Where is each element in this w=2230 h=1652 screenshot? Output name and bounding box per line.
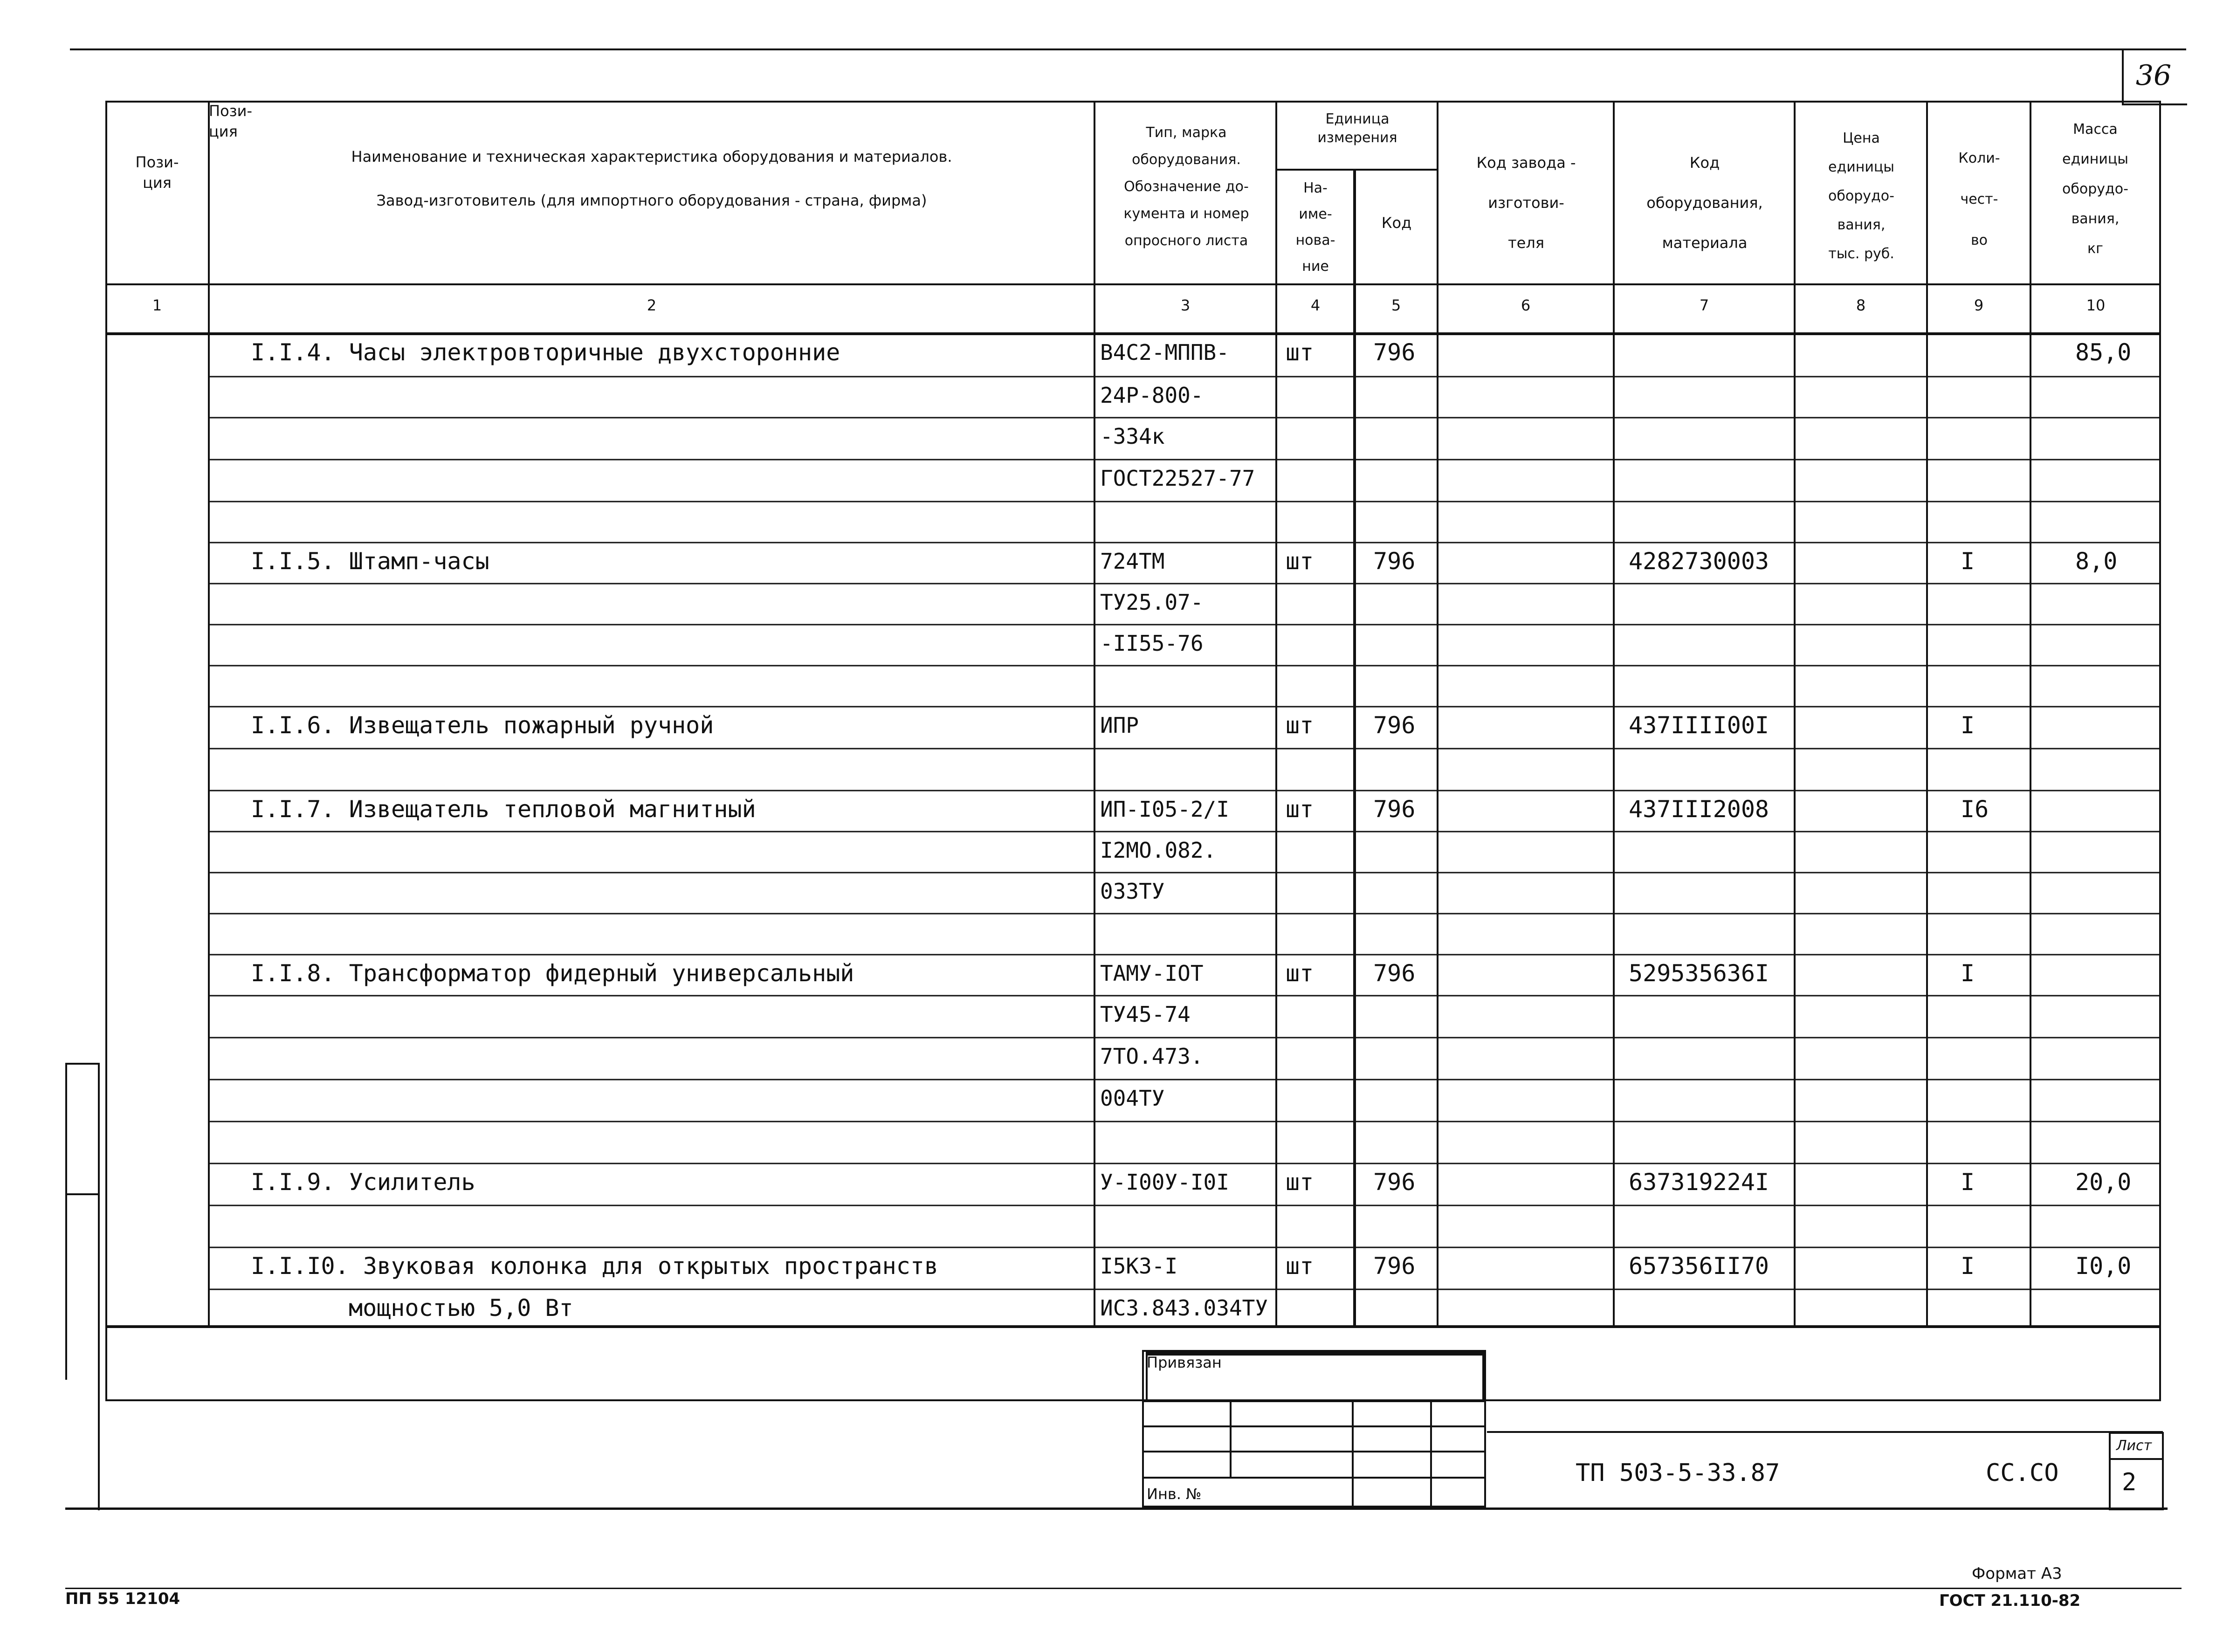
colnum-1: 1 <box>152 296 162 314</box>
cell-name: I.I.9. Усилитель <box>251 1169 475 1196</box>
binding-line-1 <box>65 1063 67 1380</box>
cell-qty: I <box>1961 1169 1975 1196</box>
header-col7: Код оборудования, материала <box>1646 154 1763 252</box>
cell-type: I2МО.082. <box>1100 838 1217 863</box>
cell-code: 796 <box>1373 339 1416 366</box>
colnum-9: 9 <box>1974 296 1984 314</box>
cell-mass: I0,0 <box>2075 1253 2132 1280</box>
cell-code: 796 <box>1373 1253 1416 1280</box>
binding-line-2 <box>98 1063 100 1510</box>
doc-code: ТП 503-5-33.87 <box>1576 1459 1780 1487</box>
cell-name: I.I.7. Извещатель тепловой магнитный <box>251 796 756 823</box>
colnum-5: 5 <box>1391 296 1401 314</box>
footer-format: Формат А3 <box>1972 1564 2062 1583</box>
cell-type: ТУ25.07- <box>1100 590 1204 615</box>
colnum-6: 6 <box>1521 296 1531 314</box>
cell-name: мощностью 5,0 Вт <box>349 1294 573 1322</box>
cell-type: 033ТУ <box>1100 879 1165 904</box>
cell-mass: 85,0 <box>2075 339 2132 366</box>
cell-type: 24Р-800- <box>1100 383 1204 408</box>
cell-type: ИС3.843.034ТУ <box>1100 1295 1268 1321</box>
cell-qty: I <box>1961 960 1975 987</box>
bottom-border-line <box>65 1507 2168 1510</box>
cell-type: ТАМУ-IOТ <box>1100 961 1204 986</box>
colnum-7: 7 <box>1699 296 1709 314</box>
binding-line-3 <box>65 1063 100 1065</box>
cell-mass: 20,0 <box>2075 1169 2132 1196</box>
cell-equip-code: 437IIII00I <box>1629 712 1769 739</box>
page-number: 36 <box>2135 59 2172 92</box>
cell-code: 796 <box>1373 548 1416 575</box>
stamp-grid <box>105 101 2161 1401</box>
page-number-box-left <box>2122 48 2124 104</box>
header-col3: Тип, марка оборудования. Обозначение до- кумента и номер опросного листа <box>1123 124 1249 249</box>
cell-qty: I <box>1961 1253 1975 1280</box>
header-col5: Код <box>1381 214 1412 232</box>
spec-table: Пози- ция Пози- ция Наименование и техническая характеристика оборудования и материалов. Завод-изготовитель (для импортного оборудования - страна, фирма) Тип, марка оборудования. Обозначение до- кумента и номер опросного листа Единица измерения На- име- нова- ние Код Код завода - изготови- теля Код оборудования, материала Цена единицы оборудо- вания, тыс. руб. Коли- чест- во Масса единицы оборудо- вания, кг 1 2 3 4 5 6 7 8 9 10 I.I.4. Часы электровторичные двухсторонние В4С2-МППВ- шт 796 85,0 24Р-800- -334к ГОСТ22527-77 I.I.5. Штамп-часы 724ТМ шт 796 4282730003 I 8,0 ТУ25.07- -II55-76 I.I.6. Извещатель пожарный ручной ИПР шт 796 437IIII00I I I.I.7. Извещатель тепловой магнитный ИП-I05-2/I шт 796 437III2008 I6 I2МО.082. 033ТУ I.I.8. Трансформатор фидерный универсальный ТАМУ-IOТ шт 796 529535636I I ТУ45-74 7ТО.473. 004ТУ I.I.9. Усилитель У-I00У-I0I шт 796 637319224I I 20,0 I.I.I0. Звуковая колонка для открытых пространств I5К3-I шт 796 657356II70 I I0,0 мощностью 5,0 Вт ИС3.843.034ТУ <box>105 101 2161 1401</box>
stamp-privyazan: Привязан <box>1147 1354 1222 1371</box>
cell-equip-code: 657356II70 <box>1629 1253 1769 1280</box>
header-col2-line1: Наименование и техническая характеристика оборудования и материалов. <box>351 148 952 165</box>
footer-left: ПП 55 12104 <box>65 1590 180 1608</box>
header-col4: На- име- нова- ние <box>1295 180 1335 275</box>
cell-type: ИП-I05-2/I <box>1100 797 1229 822</box>
header-col6: Код завода - изготови- теля <box>1476 154 1576 252</box>
sheet-number: 2 <box>2122 1468 2137 1496</box>
colnum-3: 3 <box>1180 296 1191 314</box>
cell-type: У-I00У-I0I <box>1100 1170 1229 1195</box>
cell-unit: шт <box>1286 960 1314 987</box>
colnum-4: 4 <box>1310 296 1321 314</box>
cell-type: ИПР <box>1100 713 1139 738</box>
cell-type: -II55-76 <box>1100 631 1204 656</box>
cell-unit: шт <box>1286 1169 1314 1196</box>
cell-type: В4С2-МППВ- <box>1100 340 1229 365</box>
cell-equip-code: 4282730003 <box>1629 548 1769 575</box>
cell-qty: I <box>1961 548 1975 575</box>
cell-type: 7ТО.473. <box>1100 1044 1204 1069</box>
colnum-10: 10 <box>2086 296 2106 314</box>
footer-line <box>65 1588 2182 1589</box>
colnum-8: 8 <box>1856 296 1866 314</box>
cell-unit: шт <box>1286 712 1314 739</box>
colnum-2: 2 <box>647 296 657 314</box>
footer-gost: ГОСТ 21.110-82 <box>1939 1591 2081 1610</box>
cell-code: 796 <box>1373 960 1416 987</box>
cell-name: I.I.5. Штамп-часы <box>251 548 489 575</box>
top-border-line <box>70 48 2186 50</box>
cell-code: 796 <box>1373 1169 1416 1196</box>
cell-unit: шт <box>1286 1253 1314 1280</box>
cell-unit: шт <box>1286 796 1314 823</box>
cell-name: I.I.6. Извещатель пожарный ручной <box>251 712 714 739</box>
header-col8: Цена единицы оборудо- вания, тыс. руб. <box>1828 130 1894 262</box>
cell-unit: шт <box>1286 548 1314 575</box>
binding-line-4 <box>65 1193 100 1195</box>
cell-equip-code: 437III2008 <box>1629 796 1769 823</box>
cell-code: 796 <box>1373 712 1416 739</box>
cell-type: ГОСТ22527-77 <box>1100 466 1255 491</box>
cell-type: 004ТУ <box>1100 1086 1165 1111</box>
stamp-block <box>1142 1350 1487 1508</box>
cell-code: 796 <box>1373 796 1416 823</box>
sheet-label: Лист <box>2116 1438 2152 1454</box>
header-col9: Коли- чест- во <box>1958 150 2000 248</box>
cell-type: 724ТМ <box>1100 549 1165 574</box>
cell-name: I.I.8. Трансформатор фидерный универсальный <box>251 960 854 987</box>
cell-name: I.I.4. Часы электровторичные двухсторонние <box>251 339 840 366</box>
cell-type: ТУ45-74 <box>1100 1002 1191 1027</box>
cell-mass: 8,0 <box>2075 548 2118 575</box>
cell-unit: шт <box>1286 339 1314 366</box>
title-block-top <box>1487 1431 2163 1433</box>
cell-name: I.I.I0. Звуковая колонка для открытых пространств <box>251 1253 939 1280</box>
header-unit-group: Единица измерения <box>1317 111 1397 146</box>
cell-equip-code: 529535636I <box>1629 960 1769 987</box>
cell-type: I5К3-I <box>1100 1253 1178 1279</box>
header-col10: Масса единицы оборудо- вания, кг <box>2062 121 2128 257</box>
header-col1: Пози- ция <box>135 153 179 192</box>
header-col2-line2: Завод-изготовитель (для импортного оборудования - страна, фирма) <box>376 192 927 209</box>
cell-type: -334к <box>1100 424 1165 449</box>
cell-qty: I <box>1961 712 1975 739</box>
stamp-inv-no: Инв. № <box>1147 1485 1202 1503</box>
doc-section: СС.СО <box>1986 1459 2059 1487</box>
cell-qty: I6 <box>1961 796 1989 823</box>
cell-equip-code: 637319224I <box>1629 1169 1769 1196</box>
